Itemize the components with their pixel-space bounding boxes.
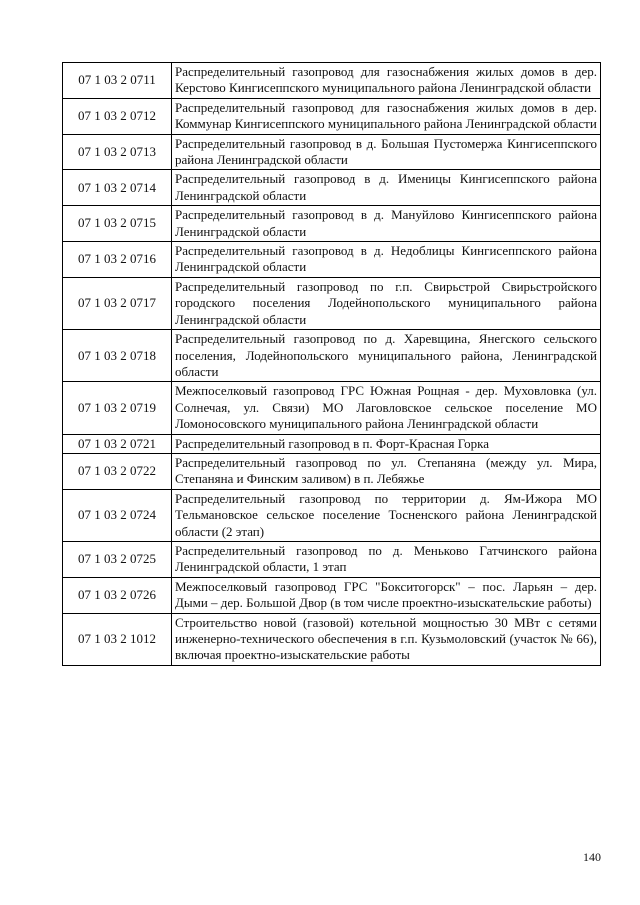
budget-code-cell: 07 1 03 2 0715 [63, 206, 172, 242]
description-cell: Распределительный газопровод для газоснабжения жилых домов в дер. Керстово Кингисеппского муниципального района Ленинградской области [172, 63, 601, 99]
table-body [63, 63, 601, 666]
budget-code-cell: 07 1 03 2 0722 [63, 453, 172, 489]
table-row [63, 541, 601, 577]
table-row [63, 613, 601, 665]
description-cell: Межпоселковый газопровод ГРС "Бокситогорск" – пос. Ларьян – дер. Дыми – дер. Большой Двор (в том числе проектно-изыскательские работы) [172, 577, 601, 613]
description-cell: Распределительный газопровод в д. Большая Пустомержа Кингисеппского района Ленинградской области [172, 134, 601, 170]
budget-code-cell: 07 1 03 2 0714 [63, 170, 172, 206]
budget-code-cell: 07 1 03 2 0725 [63, 541, 172, 577]
table-row [63, 330, 601, 382]
table-row [63, 134, 601, 170]
budget-code-cell: 07 1 03 2 0712 [63, 98, 172, 134]
budget-code-cell: 07 1 03 2 0718 [63, 330, 172, 382]
budget-code-cell: 07 1 03 2 1012 [63, 613, 172, 665]
budget-code-cell: 07 1 03 2 0717 [63, 277, 172, 329]
table-row [63, 489, 601, 541]
budget-code-cell: 07 1 03 2 0721 [63, 434, 172, 453]
description-cell: Распределительный газопровод по г.п. Свирьстрой Свирьстройского городского поселения Лодейнопольского муниципального района Ленинградской области [172, 277, 601, 329]
budget-code-table [62, 62, 601, 666]
table-row [63, 577, 601, 613]
budget-code-cell: 07 1 03 2 0726 [63, 577, 172, 613]
table-row [63, 170, 601, 206]
description-cell: Строительство новой (газовой) котельной мощностью 30 МВт с сетями инженерно-технического обеспечения в г.п. Кузьмоловский (участок № 66), включая проектно-изыскательские работы [172, 613, 601, 665]
table-row [63, 382, 601, 434]
description-cell: Распределительный газопровод в д. Именицы Кингисеппского района Ленинградской области [172, 170, 601, 206]
table-row [63, 453, 601, 489]
budget-code-cell: 07 1 03 2 0713 [63, 134, 172, 170]
table-row [63, 98, 601, 134]
budget-code-cell: 07 1 03 2 0711 [63, 63, 172, 99]
description-cell: Распределительный газопровод по д. Харевщина, Янегского сельского поселения, Лодейнопольского муниципального района, Ленинградской области [172, 330, 601, 382]
description-cell: Распределительный газопровод в д. Мануйлово Кингисеппского района Ленинградской области [172, 206, 601, 242]
description-cell: Распределительный газопровод для газоснабжения жилых домов в дер. Коммунар Кингисеппского муниципального района Ленинградской области [172, 98, 601, 134]
description-cell: Распределительный газопровод по ул. Степаняна (между ул. Мира, Степаняна и Финским заливом) в п. Лебяжье [172, 453, 601, 489]
description-cell: Распределительный газопровод в п. Форт-Красная Горка [172, 434, 601, 453]
description-cell: Межпоселковый газопровод ГРС Южная Рощная - дер. Муховловка (ул. Солнечая, ул. Связи) МО Лаговловское сельское поселение МО Ломоносовского муниципального района Ленинградской области [172, 382, 601, 434]
table-row [63, 434, 601, 453]
description-cell: Распределительный газопровод в д. Недоблицы Кингисеппского района Ленинградской области [172, 242, 601, 278]
table-row [63, 242, 601, 278]
budget-code-cell: 07 1 03 2 0724 [63, 489, 172, 541]
description-cell: Распределительный газопровод по территории д. Ям-Ижора МО Тельмановское сельское поселение Тосненского района Ленинградской области (2 этап) [172, 489, 601, 541]
budget-code-cell: 07 1 03 2 0719 [63, 382, 172, 434]
table-row [63, 63, 601, 99]
budget-code-cell: 07 1 03 2 0716 [63, 242, 172, 278]
table-row [63, 206, 601, 242]
description-cell: Распределительный газопровод по д. Меньково Гатчинского района Ленинградской области, 1 этап [172, 541, 601, 577]
table-row [63, 277, 601, 329]
page-number: 140 [583, 850, 601, 864]
